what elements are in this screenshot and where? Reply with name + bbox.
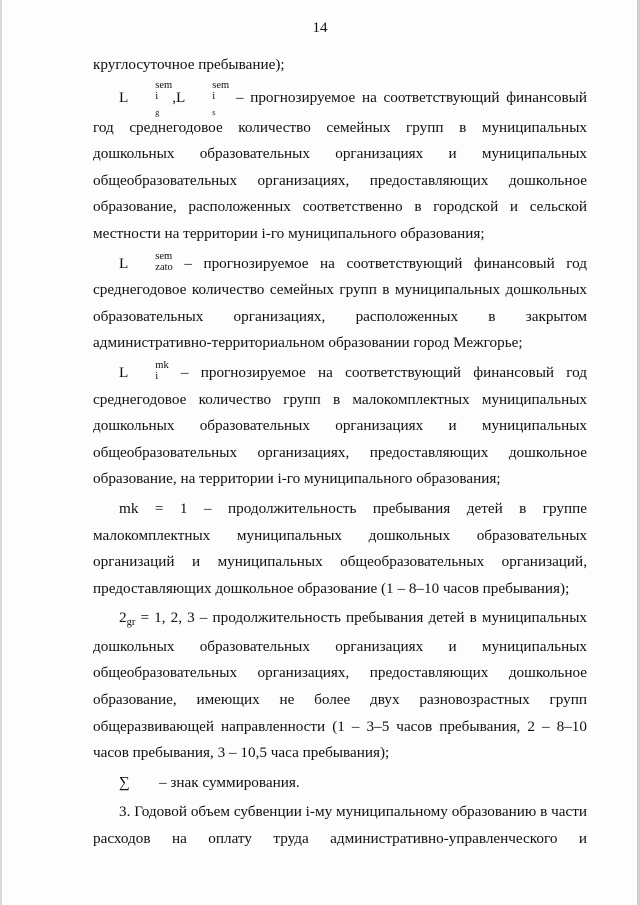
paragraph-section-3: 3. Годовой объем субвенции i-му муниципальному образованию в части расходов на оплату труда административно-управленческого и: [93, 803, 587, 848]
formula-symbol: L: [119, 363, 129, 381]
paragraph-text: = 1, 2, 3 – продолжительность пребывания детей в муниципальных дошкольных образовательных организациях и муниципальных общеобразовательных организациях, предоставляющих дошкольное образование, имеющих не более двух разновозрастных групп общеразвивающей направленности (1 – 3–5 часов пребывания, 2 – 8–10 часов пребывания, 3 – 10,5 часа пребывания);: [93, 609, 587, 762]
subscript-main: i: [155, 90, 159, 102]
formula-indices: [129, 251, 173, 273]
paragraph-text: – прогнозируемое на соответствующий финансовый год среднегодовое количество семейных групп в муниципальных дошкольных образовательных организациях, расположенных в закрытом административно-территориальном образовании город Межгорье;: [93, 254, 587, 352]
paragraph-l-zato-definition: [93, 251, 587, 357]
paragraph-sum-definition: [93, 770, 587, 797]
paragraph-text: – прогнозируемое на соответствующий финансовый год среднегодовое количество семейных групп в муниципальных дошкольных образовательных организациях и муниципальных общеобразовательных организациях, предоставляющих дошкольное образование, расположенных соответственно в городской и сельской местности на территории i-го муниципального образования;: [93, 88, 587, 242]
subscript-main: i: [212, 90, 216, 102]
formula-indices: [186, 79, 230, 117]
page-number: 14: [312, 20, 328, 36]
subscript: [186, 90, 229, 117]
subscript-secondary: g: [155, 107, 160, 117]
paragraph-continuation: круглосуточное пребывание);: [93, 56, 285, 73]
formula-indices: [129, 79, 173, 117]
paragraph-l-mk-definition: [93, 360, 587, 493]
superscript: sem: [212, 79, 230, 91]
subscript-secondary: s: [212, 107, 216, 117]
formula-symbol: L: [119, 254, 129, 272]
subscript: zato: [155, 262, 173, 274]
formula-symbol: 2: [119, 609, 127, 627]
formula-comma: ,: [172, 88, 176, 106]
superscript: sem: [155, 79, 173, 91]
formula-indices: [129, 360, 168, 382]
scan-edge-left: [0, 0, 2, 905]
sum-symbol: ∑: [119, 773, 130, 791]
subscript: gr: [126, 617, 136, 629]
subscript: i: [155, 371, 159, 383]
paragraph-text: – знак суммирования.: [159, 773, 300, 791]
formula-symbol: L: [119, 88, 129, 106]
document-body: [93, 52, 587, 853]
formula-symbol: L: [176, 88, 186, 106]
superscript: mk: [155, 360, 169, 372]
paragraph-mk-definition: mk = 1 – продолжительность пребывания детей в группе малокомплектных муниципальных дошкольных образовательных организаций и муниципальных общеобразовательных организаций, предоставляющих дошкольное образование (1 – 8–10 часов пребывания);: [93, 499, 587, 597]
subscript: [129, 90, 172, 117]
paragraph-text: – прогнозируемое на соответствующий финансовый год среднегодовое количество групп в малокомплектных муниципальных дошкольных образовательных организациях и муниципальных общеобразовательных организациях, предоставляющих дошкольное образование, на территории i-го муниципального образования;: [93, 363, 587, 488]
paragraph-2gr-definition: [93, 605, 587, 767]
paragraph-l-sem-definition: [93, 79, 587, 248]
superscript: sem: [155, 251, 173, 263]
